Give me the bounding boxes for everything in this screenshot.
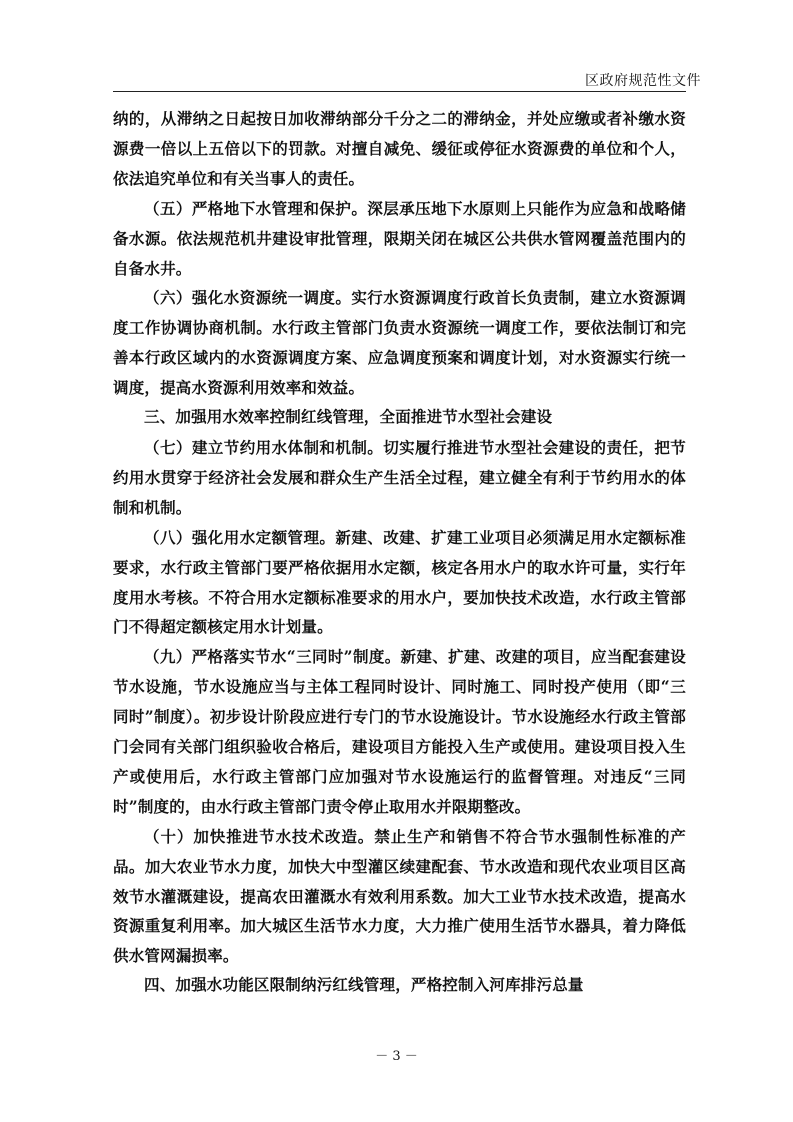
paragraph-continuation: 纳的，从滞纳之日起按日加收滞纳部分千分之二的滞纳金，并处应缴或者补缴水资源费一倍以上五倍以下的罚款。对擅自减免、缓征或停征水资源费的单位和个人，依法追究单位和有关当事人的责任。: [113, 109, 686, 188]
paragraph-section-5: （五）严格地下水管理和保护。深层承压地下水原则上只能作为应急和战略储备水源。依法规范机井建设审批管理，限期关闭在城区公共供水管网覆盖范围内的自备水井。: [113, 198, 686, 278]
heading-part-4: 四、加强水功能区限制纳污红线管理，严格控制入河库排污总量: [144, 976, 584, 995]
page-number: － 3 －: [375, 1049, 418, 1064]
paragraph-section-8: （八）强化用水定额管理。新建、改建、扩建工业项目必须满足用水定额标准要求，水行政主管部门要严格依据用水定额，核定各用水户的取水许可量，实行年度用水考核。不符合用水定额标准要求的用水户，要加快技术改造，水行政主管部门不得超定额核定用水计划量。: [113, 527, 686, 637]
paragraph-section-10: （十）加快推进节水技术改造。禁止生产和销售不符合节水强制性标准的产品。加大农业节水力度，加快大中型灌区续建配套、节水改造和现代农业项目区高效节水灌溉建设，提高农田灌溉水有效利用系数。加大工业节水技术改造，提高水资源重复利用率。加大城区生活节水力度，大力推广使用生活节水器具，着力降低供水管网漏损率。: [113, 826, 686, 966]
paragraph-section-9: （九）严格落实节水“三同时”制度。新建、扩建、改建的项目，应当配套建设节水设施，节水设施应当与主体工程同时设计、同时施工、同时投产使用（即“三同时”制度）。初步设计阶段应进行专门的节水设施设计。节水设施经水行政主管部门会同有关部门组织验收合格后，建设项目方能投入生产或使用。建设项目投入生产或使用后，水行政主管部门应加强对节水设施运行的监督管理。对违反“三同时”制度的，由水行政主管部门责令停止取用水并限期整改。: [113, 647, 686, 816]
document-body: [113, 104, 686, 1001]
heading-part-3: 三、加强用水效率控制红线管理，全面推进节水型社会建设: [144, 408, 553, 427]
paragraph-section-7: （七）建立节约用水体制和机制。切实履行推进节水型社会建设的责任，把节约用水贯穿于经济社会发展和群众生产生活全过程，建立健全有利于节约用水的体制和机制。: [113, 437, 686, 517]
header-rule: [113, 91, 686, 92]
header-label: 区政府规范性文件: [585, 73, 701, 89]
paragraph-section-6: （六）强化水资源统一调度。实行水资源调度行政首长负责制，建立水资源调度工作协调协商机制。水行政主管部门负责水资源统一调度工作，要依法制订和完善本行政区域内的水资源调度方案、应急调度预案和调度计划，对水资源实行统一调度，提高水资源利用效率和效益。: [113, 288, 686, 398]
